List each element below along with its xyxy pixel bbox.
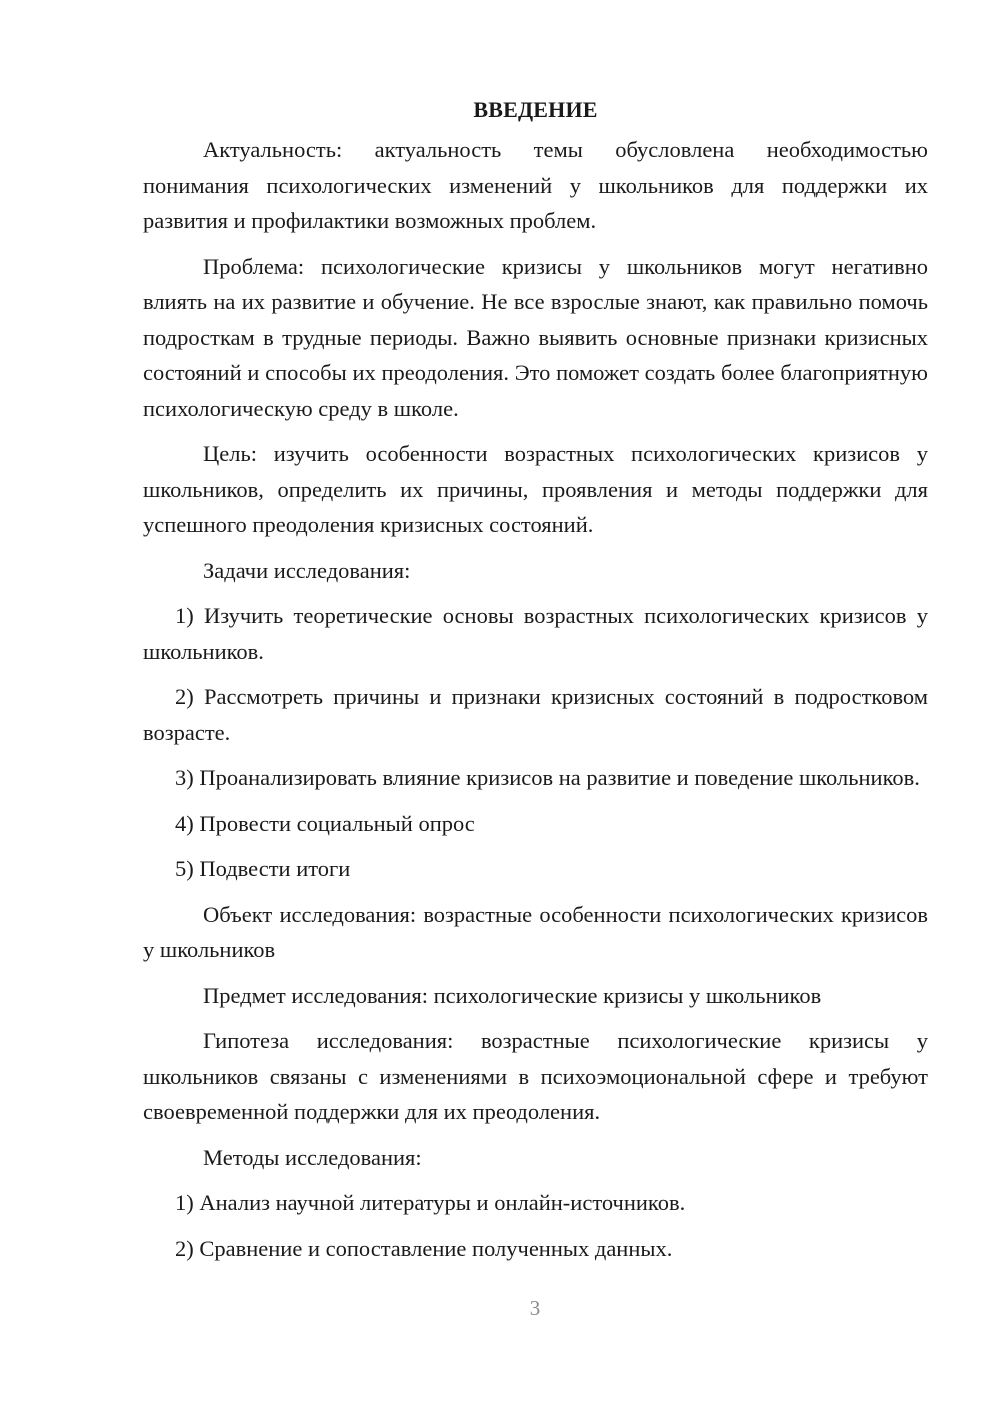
- document-page: [143, 92, 928, 1266]
- list-item-task-5: 5) Подвести итоги: [175, 856, 351, 881]
- paragraph-tasks-heading: Задачи исследования:: [203, 557, 411, 583]
- paragraph-goal: Цель: изучить особенности возрастных психологических кризисов у школьников, определить их причины, проявления и методы поддержки для успешного преодоления кризисных состояний.: [143, 441, 928, 537]
- paragraph-methods-heading: Методы исследования:: [203, 1144, 422, 1170]
- paragraph-subject: Предмет исследования: психологические кризисы у школьников: [203, 982, 822, 1008]
- list-item-method-2: 2) Сравнение и сопоставление полученных данных.: [175, 1235, 673, 1261]
- list-item-task-2: 2) Рассмотреть причины и признаки кризисных состояний в подростковом возрасте.: [143, 684, 928, 745]
- paragraph-problem: Проблема: психологические кризисы у школьников могут негативно влиять на их развитие и обучение. Не все взрослые знают, как правильно помочь подросткам в трудные периоды. Важно выявить основные признаки кризисных состояний и способы их преодоления. Это поможет создать более благоприятную психологическую среду в школе.: [143, 253, 928, 421]
- list-item-task-4: 4) Провести социальный опрос: [175, 810, 475, 836]
- section-heading: ВВЕДЕНИЕ: [473, 97, 598, 122]
- paragraph-object: Объект исследования: возрастные особенности психологических кризисов у школьников: [143, 901, 928, 962]
- list-item-task-1: 1) Изучить теоретические основы возрастных психологических кризисов у школьников.: [143, 603, 928, 664]
- list-item-task-3: 3) Проанализировать влияние кризисов на развитие и поведение школьников.: [175, 765, 920, 790]
- paragraph-relevance: Актуальность: актуальность темы обусловлена необходимостью понимания психологических изменений у школьников для поддержки их развития и профилактики возможных проблем.: [143, 137, 928, 233]
- page-number: 3: [529, 1296, 541, 1320]
- paragraph-hypothesis: Гипотеза исследования: возрастные психологические кризисы у школьников связаны с изменениями в психоэмоциональной сфере и требуют своевременной поддержки для их преодоления.: [143, 1028, 928, 1124]
- list-item-method-1: 1) Анализ научной литературы и онлайн-источников.: [175, 1190, 686, 1215]
